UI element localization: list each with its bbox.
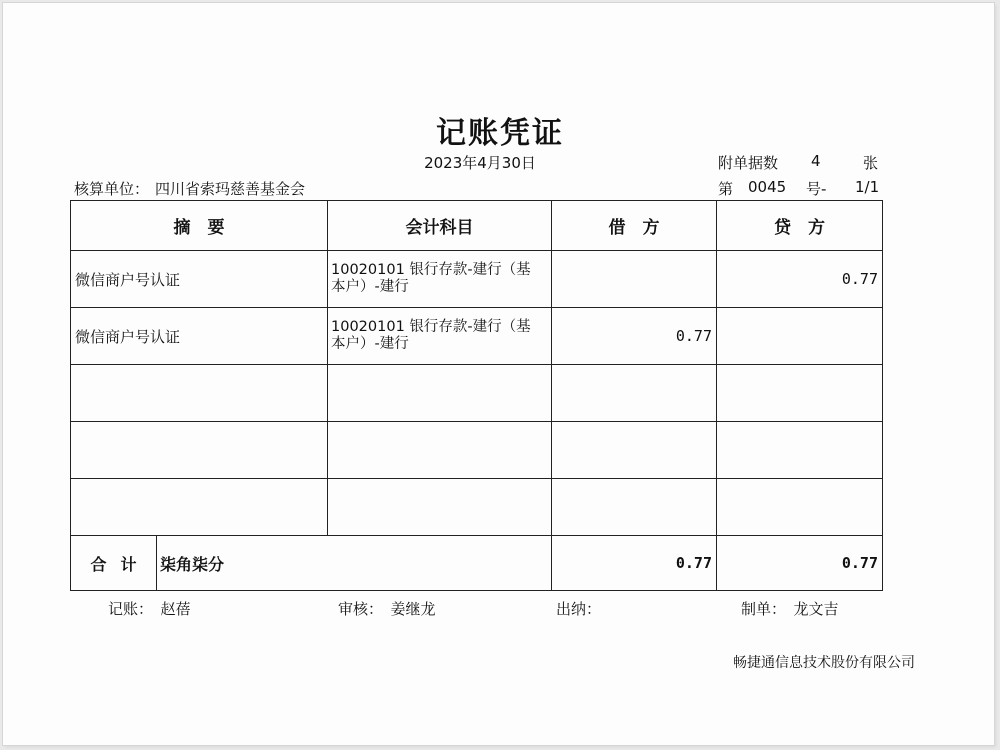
attachment-count [718, 152, 879, 173]
reviewer-signature: 审核： 姜继龙 [338, 600, 436, 618]
row-credit [717, 422, 883, 479]
table-row [71, 365, 883, 422]
bookkeeper-signature: 记账： 赵蓓 [108, 600, 191, 618]
total-debit: 0.77 [552, 536, 717, 591]
table-row [71, 422, 883, 479]
attachment-label: 附单据数 [718, 154, 779, 172]
row-summary [71, 479, 328, 536]
row-debit [552, 251, 717, 308]
software-company: 畅捷通信息技术股份有限公司 [733, 655, 915, 671]
table-row [71, 251, 883, 308]
unit-name: 四川省索玛慈善基金会 [155, 180, 306, 198]
header-summary: 摘 要 [71, 201, 328, 251]
row-summary [71, 422, 328, 479]
row-debit [552, 422, 717, 479]
account-line: 本户）-建行 [331, 336, 409, 352]
total-row [71, 536, 883, 591]
header-debit: 借 方 [552, 201, 717, 251]
account-line: 10020101 银行存款-建行（基 [331, 319, 531, 335]
voucher-date: 2023年4月30日 [424, 154, 536, 172]
preparer-signature: 制单： 龙文吉 [741, 600, 839, 618]
unit-label: 核算单位： [74, 180, 150, 198]
voucher-page: 1/1 [855, 178, 880, 196]
voucher-no: 0045 [748, 178, 787, 196]
accounting-unit [74, 178, 305, 199]
row-debit [552, 365, 717, 422]
account-line: 10020101 银行存款-建行（基 [331, 262, 531, 278]
row-account [328, 422, 552, 479]
row-credit: 0.77 [717, 251, 883, 308]
voucher-suffix: 号- [806, 180, 827, 198]
voucher-table [70, 200, 883, 591]
row-account [328, 308, 552, 365]
total-label: 合计 [71, 536, 157, 591]
table-header-row [71, 201, 883, 251]
voucher-prefix: 第 [718, 180, 734, 198]
row-account [328, 365, 552, 422]
row-summary [71, 365, 328, 422]
row-credit [717, 308, 883, 365]
row-account [328, 251, 552, 308]
voucher-title: 记账凭证 [436, 116, 564, 151]
table-row [71, 308, 883, 365]
row-credit [717, 479, 883, 536]
row-summary: 微信商户号认证 [71, 251, 328, 308]
header-account: 会计科目 [328, 201, 552, 251]
table-row [71, 479, 883, 536]
cashier-signature: 出纳： [556, 600, 602, 618]
row-summary: 微信商户号认证 [71, 308, 328, 365]
row-credit [717, 365, 883, 422]
account-line: 本户）-建行 [331, 279, 409, 295]
voucher-number [718, 178, 888, 198]
attachment-unit: 张 [863, 154, 879, 172]
total-in-words: 柒角柒分 [157, 536, 552, 591]
total-credit: 0.77 [717, 536, 883, 591]
row-debit [552, 479, 717, 536]
attachment-number: 4 [811, 152, 821, 170]
row-account [328, 479, 552, 536]
header-credit: 贷 方 [717, 201, 883, 251]
row-debit: 0.77 [552, 308, 717, 365]
